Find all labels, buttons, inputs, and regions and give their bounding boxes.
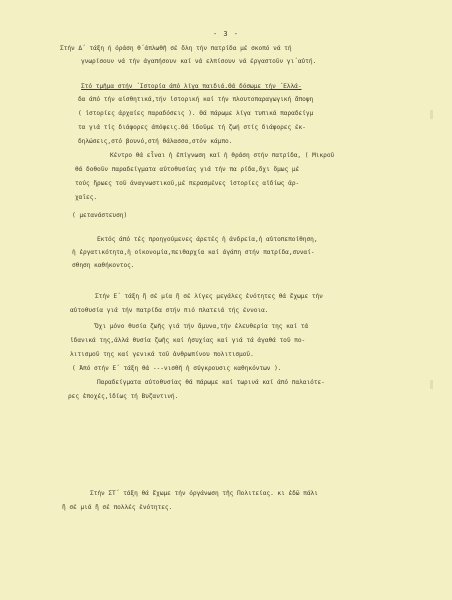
text-line: ἰδανικά της,ἀλλά θυσία ζωῆς καί ἡσυχίας καί γιά τά ἀγαθά τοῦ πο-: [70, 337, 306, 344]
text-line: Στήν ΣΤ΄ τάξη θά ἔχωμε τήν όργάνωση τῆς Πολιτείας. κι ἐδῶ πάλι: [90, 490, 318, 497]
text-line: Στήν Ε΄ τάξη ἢ σέ μία ἢ σέ λίγες μεγάλες ἑνότητες θά ἔχωμε τήν: [95, 293, 323, 300]
text-line: Κέντρο θά εἶναι ἡ ἐπίγνωση καί ἡ θράση στήν πατρίδα, ( Μικροῦ: [110, 152, 335, 159]
text-line: Παραδείγματα αὐτοθυσίας θά πάρωμε καί τωρινά καί άπό παλαιότε-: [97, 379, 325, 386]
text-line: Εκτός άπό τές προηγούμενες άρετές ἡ ἀνδρεία,ἡ αὐτοπεποίθηση,: [97, 236, 318, 243]
text-line: λιτισμοῦ της καί γενικά τοῦ ἀνθρωπίνου πολιτισμοῦ.: [70, 351, 254, 358]
hole-mark: [430, 380, 433, 389]
text-line: δηλώσεις,στό βουνό,στή θάλασσα,στόν κάμπο.: [78, 138, 233, 145]
text-line: χαῖες.: [75, 194, 98, 201]
text-line: σθηση καθήκοντος.: [72, 262, 135, 269]
text-line: ( ἱστορίες άρχαίες παραδόσεις ). Θά πάρωμε λίγα τυπικά παραδείγμ: [78, 110, 314, 117]
text-line: ἡ ἐργατικότητα,ἡ οἰκονομία,πειθαρχία καί άγάπη στήν πατρίδα,συναί-: [72, 249, 315, 256]
text-line: ρες ἐποχές,ἰδίως τή Βυζαντινή.: [68, 393, 179, 400]
text-line: θά δοθοῦν παραδείγματα αὐτοθυσίας γιά τήν πα ρίδα,ὄχι ὅμως μέ: [75, 166, 300, 173]
text-line: ( μετανάστευση): [72, 212, 128, 219]
text-line: δα άπό τήν αἰσθητικά,τήν ἱστορική καί τήν πλουτοπαραγωγική ἄποψη: [78, 96, 314, 103]
text-line: αὐτοθυσία γιά τήν πατρίδα στήν πιό πλατειά τής έννοια.: [70, 307, 269, 314]
text-line: ἢ σέ μιά ἢ σέ πολλές ἑνότητες.: [62, 504, 173, 511]
text-line: Στήν Δ΄ τάξη ή όράση θ΄άπλωθῆ σέ ὅλη τήν πατρίδα μέ σκοπό νά τή: [60, 45, 292, 52]
text-line-underlined: Στό τμῆμα στήν ΄Ιστορία άπό λίγα παιδιά.Θά δόσωμε τήν ΄Ελλά-: [81, 83, 302, 90]
page-number: - 3 -: [212, 30, 240, 38]
text-line: γνωρίσουν νά τήν άγαπήσουν καί νά ελπίσουν νά έργαστοῦν γι΄αὐτή.: [81, 58, 317, 65]
text-line: ( Ἀπό στήν Ε΄ τάξη θά ---νισθῆ ἡ σύγκρουσις καθηκόντων ).: [72, 365, 282, 372]
text-line: τούς ἥρωες τοῦ ἀναγνωστικοῦ,μέ περασμένες ἱστορίες αἰδίως ἀρ-: [75, 180, 300, 187]
hole-mark: [430, 110, 433, 119]
text-line: τα γιά τίς διάφορες άπόψεις.Θά ἰδοῦμε τή ζωή στίς διάφορες έκ-: [78, 124, 306, 131]
text-line: Ὄχι μόνο θυσία ζωῆς γιά τήν ἄμυνα,τήν ἐλευθερία της καί τά: [95, 323, 309, 330]
